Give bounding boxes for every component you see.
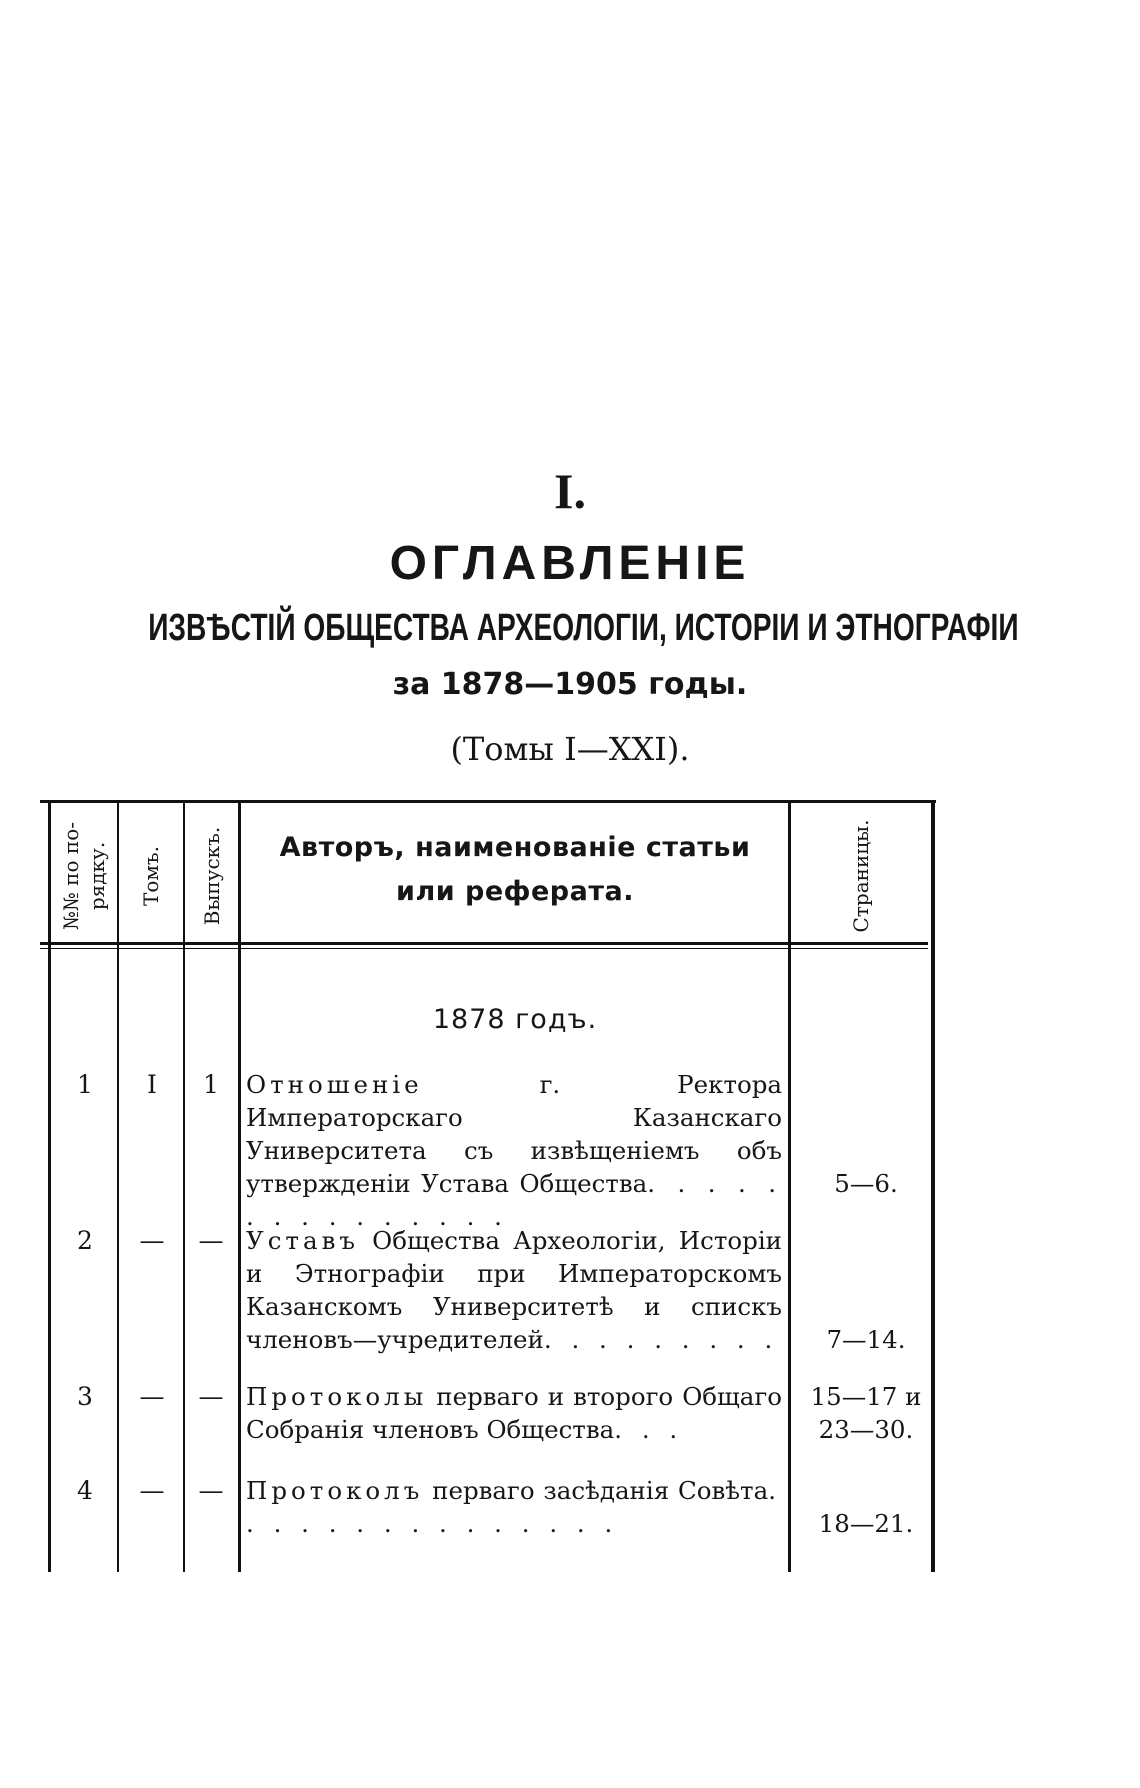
column-rule-issue (238, 800, 241, 1572)
row-entry (246, 1224, 782, 1356)
header-author-line2: или реферата. (396, 876, 634, 907)
row-pages: 7—14. (826, 1325, 906, 1354)
entry-text: перваго засѣданiя Совѣта (423, 1476, 769, 1505)
row-pages: 5—6. (834, 1169, 898, 1198)
row-entry (246, 1474, 782, 1540)
entry-leader-dots: . . . . . . . . . (543, 1325, 779, 1354)
row-volume: — (139, 1382, 165, 1411)
row-volume: — (139, 1476, 165, 1505)
row-pages-line2: 23—30. (818, 1415, 914, 1444)
row-number: 3 (77, 1382, 93, 1411)
row-entry (246, 1068, 782, 1233)
entry-lead: Уставъ (246, 1226, 359, 1255)
row-issue: — (198, 1382, 224, 1411)
header-author (242, 826, 788, 914)
volumes-line: (Томы I—XXI). (450, 730, 690, 768)
page-title: ОГЛАВЛЕНIЕ (389, 537, 751, 590)
entry-leader-dots: . . . . . . . . . . . . . . . (246, 1169, 782, 1231)
entry-leader-dots: . . . (614, 1415, 684, 1444)
entry-lead: Протоколы (246, 1382, 428, 1411)
entry-text: г. Ректора Императорскаго Казанскаго Университета съ извѣщенiемъ объ утвержденiи Устава Общества (246, 1070, 782, 1198)
header-volume: Томъ. (139, 845, 163, 907)
subtitle: ИЗВѢСТIЙ ОБЩЕСТВА АРХЕОЛОГIИ, ИСТОРIИ И ЭТНОГРАФIИ (148, 607, 1019, 649)
table-top-rule (40, 800, 936, 803)
row-number: 4 (77, 1476, 93, 1505)
entry-text: Общества Археологiи, Исторiи и Этнографiи при Императорскомъ Казанскомъ Университетѣ и спискъ членовъ—учредителей (246, 1226, 782, 1354)
row-number: 2 (77, 1226, 93, 1255)
entry-lead: Протоколъ (246, 1476, 424, 1505)
header-author-line1: Авторъ, наименованiе статьи (279, 832, 751, 863)
row-entry (246, 1380, 782, 1446)
year-heading: 1878 годъ. (432, 1004, 598, 1035)
header-number (51, 806, 117, 946)
row-pages: 18—21. (818, 1509, 914, 1538)
row-issue: — (198, 1476, 224, 1505)
header-pages: Страницы. (849, 819, 873, 933)
entry-lead: Отношенiе (246, 1070, 423, 1099)
row-issue: — (198, 1226, 224, 1255)
header-bottom-rule-2 (40, 948, 928, 949)
row-volume: I (147, 1070, 157, 1099)
entry-text: перваго и второго Общаго Собранiя членовъ Общества (246, 1382, 782, 1444)
row-pages-line1: 15—17 и (810, 1382, 922, 1411)
header-issue: Выпускъ. (199, 826, 224, 926)
entry-leader-dots: . . . . . . . . . . . . . . . (246, 1476, 782, 1538)
row-number: 1 (77, 1070, 93, 1099)
header-number-line1: №№ по по- (59, 821, 83, 931)
header-number-line2: рядку. (85, 841, 109, 911)
row-issue: 1 (203, 1070, 219, 1099)
section-number: I. (554, 463, 586, 519)
row-volume: — (139, 1226, 165, 1255)
years-line: за 1878—1905 годы. (392, 667, 748, 702)
